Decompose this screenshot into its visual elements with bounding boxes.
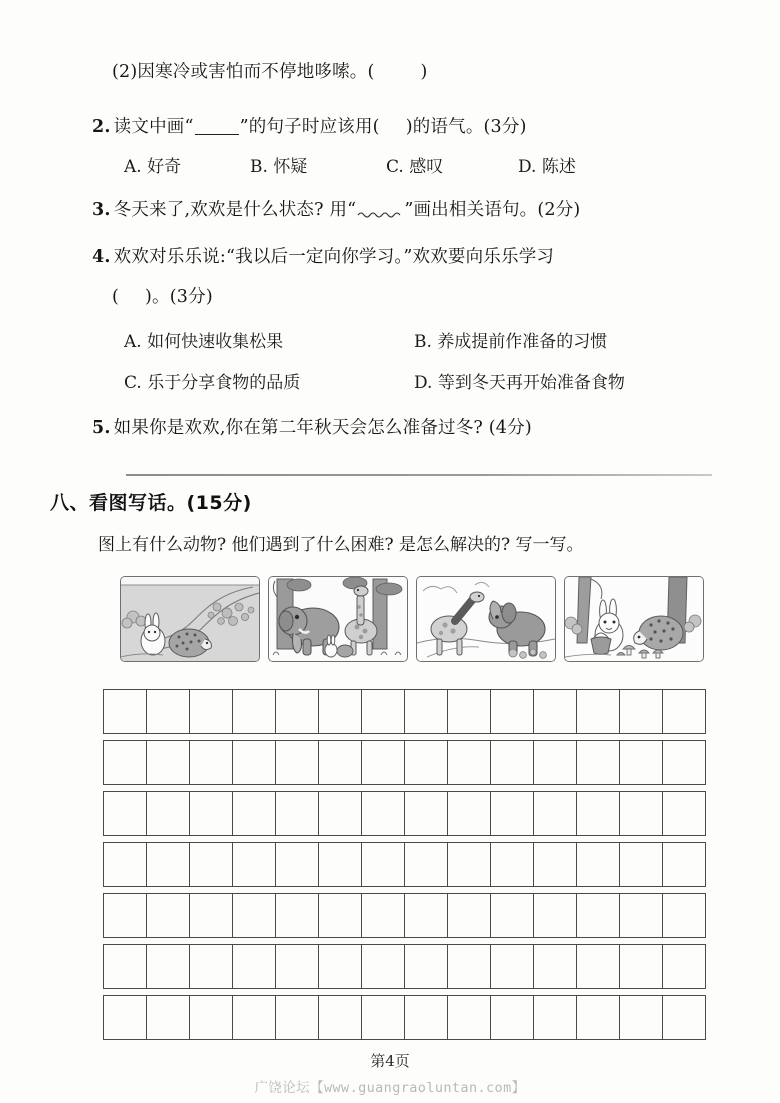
writing-grid-cell[interactable] (448, 894, 491, 937)
writing-grid-cell[interactable] (276, 690, 319, 733)
writing-grid-cell[interactable] (276, 996, 319, 1039)
writing-grid-cell[interactable] (448, 792, 491, 835)
option-A[interactable]: A. 好奇 (124, 157, 182, 177)
story-picture-3 (416, 576, 556, 662)
writing-grid-cell[interactable] (362, 741, 405, 784)
writing-grid-cell[interactable] (448, 945, 491, 988)
writing-grid-cell[interactable] (362, 996, 405, 1039)
writing-grid-cell[interactable] (319, 894, 362, 937)
writing-grid-cell[interactable] (405, 996, 448, 1039)
writing-grid-cell[interactable] (491, 843, 534, 886)
page-number: 第4页 (370, 1052, 410, 1070)
writing-grid-cell[interactable] (362, 945, 405, 988)
question-5-line (92, 414, 532, 439)
writing-grid-cell[interactable] (663, 996, 706, 1039)
writing-grid-cell[interactable] (491, 945, 534, 988)
option-C[interactable]: C. 乐于分享食物的品质 (124, 373, 301, 393)
writing-grid-cell[interactable] (104, 690, 147, 733)
writing-grid-cell[interactable] (319, 996, 362, 1039)
writing-grid-cell[interactable] (448, 690, 491, 733)
question-2-number: 2. (92, 117, 111, 137)
option-D[interactable]: D. 等到冬天再开始准备食物 (414, 373, 625, 393)
writing-grid-row[interactable] (103, 740, 706, 785)
question-4-options-row-2 (124, 368, 625, 393)
writing-grid-cell[interactable] (319, 843, 362, 886)
writing-grid-row[interactable] (103, 689, 706, 734)
writing-grid-cell[interactable] (577, 741, 620, 784)
writing-grid-row[interactable] (103, 995, 706, 1040)
question-2-options (124, 152, 576, 177)
writing-grid-row[interactable] (103, 893, 706, 938)
answer-blank-wavy (357, 201, 403, 219)
writing-grid-cell[interactable] (147, 792, 190, 835)
writing-grid-cell[interactable] (491, 741, 534, 784)
writing-grid-cell[interactable] (448, 741, 491, 784)
writing-grid-cell[interactable] (620, 894, 663, 937)
writing-grid-cell[interactable] (104, 945, 147, 988)
writing-grid-cell[interactable] (491, 792, 534, 835)
writing-grid-cell[interactable] (276, 792, 319, 835)
writing-grid-cell[interactable] (534, 741, 577, 784)
subquestion-text: 因寒冷或害怕而不停地哆嗦。( (137, 62, 375, 82)
question-2-text-after: ”的句子时应该用( (239, 117, 380, 137)
subquestion-2-line (112, 58, 428, 83)
writing-grid-cell[interactable] (534, 894, 577, 937)
writing-grid-cell[interactable] (190, 792, 233, 835)
writing-grid-cell[interactable] (663, 894, 706, 937)
subquestion-label: (2) (112, 62, 138, 82)
writing-grid-cell[interactable] (405, 894, 448, 937)
subquestion-tail: ) (420, 62, 428, 82)
writing-grid-cell[interactable] (577, 690, 620, 733)
writing-grid-cell[interactable] (491, 996, 534, 1039)
writing-grid-cell[interactable] (663, 741, 706, 784)
writing-grid-cell[interactable] (190, 894, 233, 937)
writing-grid-cell[interactable] (362, 894, 405, 937)
writing-grid-cell[interactable] (620, 996, 663, 1039)
writing-grid-cell[interactable] (448, 996, 491, 1039)
picture-2-illustration (269, 577, 407, 661)
picture-3-illustration (417, 577, 555, 661)
writing-grid-cell[interactable] (534, 690, 577, 733)
writing-grid-cell[interactable] (620, 945, 663, 988)
writing-grid-cell[interactable] (491, 894, 534, 937)
question-4-number: 4. (92, 247, 111, 267)
writing-grid-cell[interactable] (147, 741, 190, 784)
question-4-line-1 (92, 243, 554, 268)
writing-grid-cell[interactable] (620, 741, 663, 784)
writing-grid-row[interactable] (103, 944, 706, 989)
writing-grid-cell[interactable] (190, 690, 233, 733)
picture-4-illustration (565, 577, 703, 661)
writing-grid-cell[interactable] (104, 792, 147, 835)
writing-grid-cell[interactable] (663, 945, 706, 988)
writing-grid-cell[interactable] (663, 843, 706, 886)
question-4-options-row-1 (124, 327, 607, 352)
writing-grid-cell[interactable] (577, 996, 620, 1039)
writing-grid-cell[interactable] (147, 843, 190, 886)
option-B[interactable]: B. 怀疑 (250, 157, 308, 177)
writing-grid-cell[interactable] (448, 843, 491, 886)
question-2-text-before: 读文中画“ (113, 117, 194, 137)
writing-prompt: 图上有什么动物? 他们遇到了什么困难? 是怎么解决的? 写一写。 (98, 535, 584, 555)
writing-grid-cell[interactable] (405, 792, 448, 835)
writing-grid-cell[interactable] (104, 843, 147, 886)
writing-grid-cell[interactable] (319, 945, 362, 988)
question-4-paren-close: )。(3分) (145, 287, 213, 307)
writing-grid[interactable] (103, 689, 706, 1040)
question-4-line-2 (112, 283, 213, 308)
section-divider (126, 474, 712, 476)
writing-grid-cell[interactable] (147, 996, 190, 1039)
writing-grid-cell[interactable] (147, 690, 190, 733)
writing-grid-row[interactable] (103, 791, 706, 836)
story-picture-4 (564, 576, 704, 662)
section-heading-eight: 八、看图写话。(15分) (50, 492, 252, 514)
writing-grid-cell[interactable] (362, 792, 405, 835)
writing-grid-cell[interactable] (534, 792, 577, 835)
writing-grid-cell[interactable] (491, 690, 534, 733)
watermark-text: 广饶论坛【www.guangraoluntan.com】 (254, 1080, 526, 1096)
writing-grid-cell[interactable] (534, 996, 577, 1039)
question-4-paren-open: ( (112, 287, 120, 307)
writing-grid-cell[interactable] (233, 792, 276, 835)
writing-grid-cell[interactable] (276, 843, 319, 886)
writing-grid-cell[interactable] (319, 741, 362, 784)
option-B[interactable]: B. 养成提前作准备的习惯 (414, 332, 608, 352)
writing-grid-cell[interactable] (319, 792, 362, 835)
writing-grid-cell[interactable] (233, 894, 276, 937)
writing-grid-cell[interactable] (190, 843, 233, 886)
writing-grid-cell[interactable] (620, 690, 663, 733)
writing-grid-row[interactable] (103, 842, 706, 887)
question-2-text-after2: )的语气。(3分) (405, 117, 527, 137)
picture-1-illustration (121, 577, 259, 661)
writing-grid-cell[interactable] (577, 792, 620, 835)
writing-grid-cell[interactable] (190, 996, 233, 1039)
writing-grid-cell[interactable] (405, 690, 448, 733)
question-3-text-before: 冬天来了,欢欢是什么状态? 用“ (113, 200, 357, 220)
writing-grid-cell[interactable] (362, 690, 405, 733)
writing-grid-cell[interactable] (405, 741, 448, 784)
writing-grid-cell[interactable] (104, 996, 147, 1039)
writing-grid-cell[interactable] (620, 792, 663, 835)
question-2-line (92, 113, 527, 138)
writing-grid-cell[interactable] (534, 843, 577, 886)
answer-blank-solid (195, 117, 239, 135)
option-A[interactable]: A. 如何快速收集松果 (124, 332, 284, 352)
writing-grid-cell[interactable] (233, 690, 276, 733)
writing-grid-cell[interactable] (663, 690, 706, 733)
writing-grid-cell[interactable] (233, 741, 276, 784)
option-D[interactable]: D. 陈述 (518, 157, 576, 177)
writing-grid-cell[interactable] (534, 945, 577, 988)
writing-grid-cell[interactable] (190, 945, 233, 988)
writing-grid-cell[interactable] (319, 690, 362, 733)
question-5-number: 5. (92, 418, 111, 438)
writing-grid-cell[interactable] (405, 843, 448, 886)
writing-grid-cell[interactable] (663, 792, 706, 835)
writing-grid-cell[interactable] (233, 996, 276, 1039)
writing-grid-cell[interactable] (147, 894, 190, 937)
writing-grid-cell[interactable] (233, 843, 276, 886)
question-4-text-line1: 欢欢对乐乐说:“我以后一定向你学习。”欢欢要向乐乐学习 (113, 247, 555, 267)
writing-grid-cell[interactable] (362, 843, 405, 886)
writing-grid-cell[interactable] (577, 843, 620, 886)
picture-strip (120, 576, 704, 662)
writing-grid-cell[interactable] (190, 741, 233, 784)
writing-grid-cell[interactable] (104, 894, 147, 937)
writing-grid-cell[interactable] (104, 741, 147, 784)
writing-grid-cell[interactable] (233, 945, 276, 988)
question-3-line (92, 196, 580, 221)
option-C[interactable]: C. 感叹 (386, 157, 444, 177)
writing-grid-cell[interactable] (147, 945, 190, 988)
writing-grid-cell[interactable] (276, 741, 319, 784)
writing-grid-cell[interactable] (577, 894, 620, 937)
question-3-text-after: ”画出相关语句。(2分) (404, 200, 581, 220)
story-picture-2 (268, 576, 408, 662)
writing-grid-cell[interactable] (620, 843, 663, 886)
question-3-number: 3. (92, 200, 111, 220)
question-5-text: 如果你是欢欢,你在第二年秋天会怎么准备过冬? (4分) (113, 418, 532, 438)
writing-grid-cell[interactable] (276, 894, 319, 937)
writing-grid-cell[interactable] (577, 945, 620, 988)
writing-grid-cell[interactable] (276, 945, 319, 988)
writing-grid-cell[interactable] (405, 945, 448, 988)
story-picture-1 (120, 576, 260, 662)
